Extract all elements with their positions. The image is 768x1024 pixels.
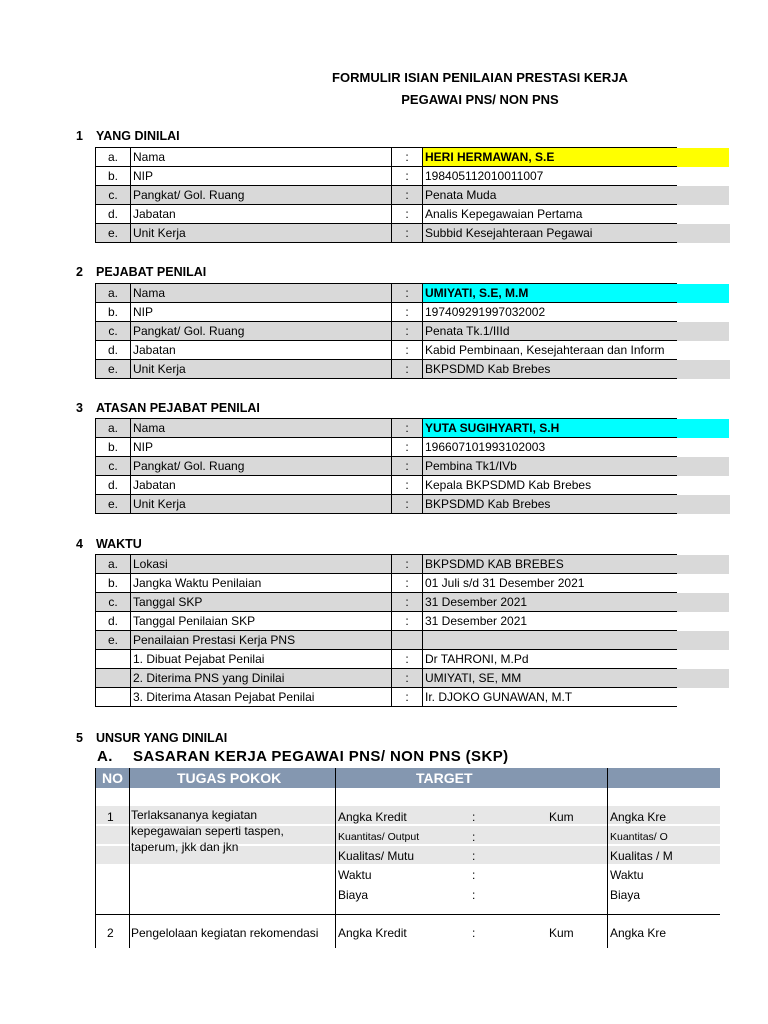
row-label: NIP (131, 303, 392, 322)
row-label: Jangka Waktu Penilaian (131, 574, 392, 593)
row-tail (677, 650, 730, 669)
row-value: 197409291997032002 (423, 303, 678, 322)
table-row (96, 341, 730, 360)
row-value: 198405112010011007 (423, 167, 678, 186)
row-letter: c. (96, 322, 131, 341)
grid-line (129, 768, 130, 948)
item-tugas-line: Pengelolaan kegiatan rekomendasi (131, 926, 319, 940)
row-letter: e. (96, 360, 131, 379)
row-tail (677, 612, 730, 631)
row-colon: : (392, 205, 423, 224)
row-label: Unit Kerja (131, 224, 392, 243)
target-label: Angka Kredit (338, 926, 407, 940)
row-label: Lokasi (131, 555, 392, 574)
row-tail (677, 224, 730, 243)
skp-title-text: SASARAN KERJA PEGAWAI PNS/ NON PNS (SKP) (133, 748, 509, 765)
section-number: 2 (76, 265, 83, 279)
row-tail (677, 360, 730, 379)
target-unit: Kum (549, 810, 574, 824)
item-no: 2 (107, 926, 114, 940)
row-letter: d. (96, 205, 131, 224)
row-value: YUTA SUGIHYARTI, S.H (423, 419, 678, 438)
form-title-line1: FORMULIR ISIAN PENILAIAN PRESTASI KERJA (332, 70, 628, 85)
target-next: Waktu (610, 868, 644, 882)
section-3-heading (76, 401, 260, 415)
target-unit: Kum (549, 926, 574, 940)
section-2-table (95, 283, 730, 379)
section-title: ATASAN PEJABAT PENILAI (96, 401, 260, 415)
table-row (96, 457, 730, 476)
section-4-table (95, 554, 730, 707)
table-row (96, 555, 730, 574)
table-row (96, 419, 730, 438)
section-number: 4 (76, 537, 83, 551)
row-tail (677, 457, 730, 476)
row-value: UMIYATI, S.E, M.M (423, 284, 678, 303)
section-1-table (95, 147, 730, 243)
row-label: Unit Kerja (131, 495, 392, 514)
row-letter: d. (96, 476, 131, 495)
row-value: Ir. DJOKO GUNAWAN, M.T (423, 688, 678, 707)
table-row (96, 303, 730, 322)
row-colon: : (392, 612, 423, 631)
row-letter: c. (96, 186, 131, 205)
target-colon: : (472, 810, 476, 824)
row-colon: : (392, 574, 423, 593)
row-tail (677, 574, 730, 593)
table-row (96, 186, 730, 205)
row-colon: : (392, 341, 423, 360)
col-tugas-pokok: TUGAS POKOK (177, 770, 282, 786)
table-row (96, 574, 730, 593)
row-tail (677, 186, 730, 205)
row-colon: : (392, 438, 423, 457)
target-label: Waktu (338, 868, 372, 882)
section-number: 5 (76, 731, 83, 745)
row-tail (677, 476, 730, 495)
row-value: Pembina Tk1/IVb (423, 457, 678, 476)
col-no: NO (102, 770, 123, 786)
row-colon: : (392, 688, 423, 707)
target-label: Biaya (338, 888, 369, 902)
row-tail (677, 284, 730, 303)
row-tail (677, 631, 730, 650)
row-tail (677, 205, 730, 224)
row-value: Penata Tk.1/IIId (423, 322, 678, 341)
row-tail (677, 167, 730, 186)
table-row (96, 495, 730, 514)
row-letter: d. (96, 341, 131, 360)
row-label: Pangkat/ Gol. Ruang (131, 186, 392, 205)
row-letter: e. (96, 631, 131, 650)
target-next: Angka Kre (610, 810, 667, 824)
row-letter: b. (96, 574, 131, 593)
row-label: Jabatan (131, 341, 392, 360)
grid-line (335, 768, 336, 948)
row-letter: a. (96, 419, 131, 438)
row-label: NIP (131, 438, 392, 457)
section-1-heading (76, 129, 180, 143)
row-colon: : (392, 360, 423, 379)
table-row (96, 360, 730, 379)
row-colon: : (392, 476, 423, 495)
row-value: UMIYATI, SE, MM (423, 669, 678, 688)
target-colon: : (472, 926, 476, 940)
table-row (96, 205, 730, 224)
skp-letter: A. (97, 748, 113, 765)
table-row (96, 612, 730, 631)
section-4-heading (76, 537, 142, 551)
row-tail (677, 593, 730, 612)
row-tail (677, 419, 730, 438)
row-label: Unit Kerja (131, 360, 392, 379)
row-value: BKPSDMD Kab Brebes (423, 495, 678, 514)
col-target: TARGET (416, 770, 473, 786)
row-letter: c. (96, 457, 131, 476)
grid-line (95, 768, 96, 948)
table-row (96, 476, 730, 495)
row-tail (677, 555, 730, 574)
row-tail (677, 495, 730, 514)
row-colon (392, 631, 423, 650)
table-row (96, 438, 730, 457)
item-no: 1 (107, 810, 114, 824)
table-row (96, 284, 730, 303)
row-colon: : (392, 495, 423, 514)
row-letter: d. (96, 612, 131, 631)
row-label: 2. Diterima PNS yang Dinilai (131, 669, 392, 688)
row-value: BKPSDMD KAB BREBES (423, 555, 678, 574)
row-colon: : (392, 148, 423, 167)
row-letter (96, 688, 131, 707)
target-label: Kualitas/ Mutu (338, 849, 415, 863)
row-tail (677, 438, 730, 457)
row-value: Dr TAHRONI, M.Pd (423, 650, 678, 669)
target-colon: : (472, 830, 476, 844)
skp-header-row (95, 768, 720, 788)
section-title: WAKTU (96, 537, 142, 551)
item-tugas-line: Terlaksananya kegiatan (131, 808, 258, 822)
row-letter: a. (96, 284, 131, 303)
row-colon: : (392, 669, 423, 688)
row-colon: : (392, 322, 423, 341)
row-letter: b. (96, 303, 131, 322)
table-row (96, 631, 730, 650)
row-label: NIP (131, 167, 392, 186)
row-letter: a. (96, 148, 131, 167)
table-row (96, 224, 730, 243)
row-tail (677, 148, 730, 167)
target-next: Kuantitas/ O (610, 831, 668, 843)
row-value: 196607101993102003 (423, 438, 678, 457)
row-tail (677, 303, 730, 322)
row-label: Nama (131, 284, 392, 303)
row-label: Tanggal SKP (131, 593, 392, 612)
target-next: Kualitas / M (610, 849, 673, 863)
target-colon: : (472, 888, 476, 902)
row-colon: : (392, 303, 423, 322)
item-tugas-line: taperum, jkk dan jkn (131, 840, 239, 854)
row-value: Subbid Kesejahteraan Pegawai (423, 224, 678, 243)
row-letter: e. (96, 495, 131, 514)
table-row (96, 688, 730, 707)
row-letter (96, 669, 131, 688)
form-title-line2: PEGAWAI PNS/ NON PNS (401, 92, 559, 107)
section-number: 1 (76, 129, 83, 143)
row-value: 31 Desember 2021 (423, 593, 678, 612)
row-label: Penailaian Prestasi Kerja PNS (131, 631, 392, 650)
section-2-heading (76, 265, 206, 279)
row-label: Jabatan (131, 476, 392, 495)
row-colon: : (392, 167, 423, 186)
table-row (96, 148, 730, 167)
row-label: Tanggal Penilaian SKP (131, 612, 392, 631)
row-value: Penata Muda (423, 186, 678, 205)
table-row (96, 650, 730, 669)
row-letter: b. (96, 167, 131, 186)
row-label: Nama (131, 419, 392, 438)
row-colon: : (392, 224, 423, 243)
row-value: BKPSDMD Kab Brebes (423, 360, 678, 379)
section-title: YANG DINILAI (96, 129, 180, 143)
row-tail (677, 322, 730, 341)
row-label: Pangkat/ Gol. Ruang (131, 457, 392, 476)
item-tugas-line: kepegawaian seperti taspen, (131, 824, 284, 838)
target-colon: : (472, 868, 476, 882)
target-label: Kuantitas/ Output (338, 831, 420, 843)
grid-line (607, 768, 608, 948)
table-row (96, 167, 730, 186)
target-colon: : (472, 849, 476, 863)
row-value: HERI HERMAWAN, S.E (423, 148, 678, 167)
row-colon: : (392, 186, 423, 205)
target-label: Angka Kredit (338, 810, 407, 824)
row-letter: e. (96, 224, 131, 243)
grid-line (95, 914, 720, 915)
row-colon: : (392, 650, 423, 669)
table-row (96, 593, 730, 612)
section-number: 3 (76, 401, 83, 415)
target-next: Biaya (610, 888, 641, 902)
row-value: Kabid Pembinaan, Kesejahteraan dan Inform (423, 341, 678, 360)
skp-title (97, 748, 509, 765)
row-value: 31 Desember 2021 (423, 612, 678, 631)
row-letter: b. (96, 438, 131, 457)
row-tail (677, 669, 730, 688)
row-letter: c. (96, 593, 131, 612)
target-next: Angka Kre (610, 926, 667, 940)
row-tail (677, 688, 730, 707)
section-title: UNSUR YANG DINILAI (96, 731, 228, 745)
section-title: PEJABAT PENILAI (96, 265, 207, 279)
row-value: 01 Juli s/d 31 Desember 2021 (423, 574, 678, 593)
row-value: Analis Kepegawaian Pertama (423, 205, 678, 224)
row-label: 1. Dibuat Pejabat Penilai (131, 650, 392, 669)
row-label: Pangkat/ Gol. Ruang (131, 322, 392, 341)
section-5-heading (76, 731, 227, 745)
row-colon: : (392, 593, 423, 612)
row-colon: : (392, 284, 423, 303)
skp-table (95, 768, 720, 948)
table-row (96, 322, 730, 341)
table-row (96, 669, 730, 688)
row-label: Nama (131, 148, 392, 167)
row-letter (96, 650, 131, 669)
row-value: Kepala BKPSDMD Kab Brebes (423, 476, 678, 495)
row-colon: : (392, 555, 423, 574)
row-label: Jabatan (131, 205, 392, 224)
row-letter: a. (96, 555, 131, 574)
row-tail (677, 341, 730, 360)
row-value (423, 631, 678, 650)
section-3-table (95, 418, 730, 514)
row-label: 3. Diterima Atasan Pejabat Penilai (131, 688, 392, 707)
row-colon: : (392, 419, 423, 438)
row-colon: : (392, 457, 423, 476)
